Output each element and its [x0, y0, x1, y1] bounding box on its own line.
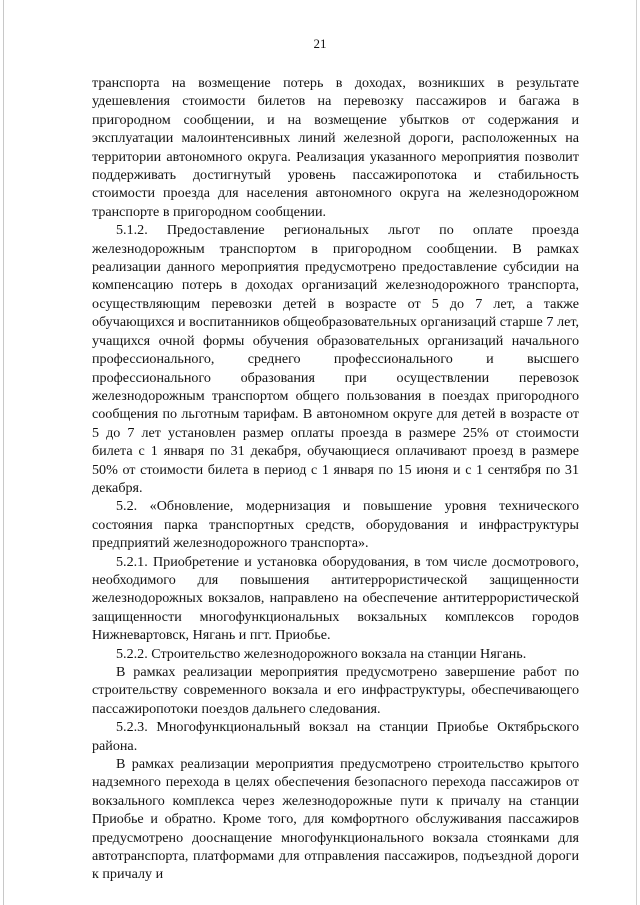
scan-edge-right	[636, 0, 637, 905]
paragraph-5-2: 5.2. «Обновление, модернизация и повышение уровня технического состояния парка транспортных средств, оборудования и инфраструктуры предприятий железнодорожного транспорта».	[92, 498, 579, 552]
scan-edge-left	[3, 0, 4, 905]
paragraph-5-1-2: 5.1.2. Предоставление региональных льгот по оплате проезда железнодорожным транспортом в пригородном сообщении. В рамках реализации данного мероприятия предусмотрено предоставление субсидии на компенсацию потерь в доходах организаций железнодорожного транспорта, осуществляющим перевозки детей в возрасте от 5 до 7 лет, а также обучающихся и воспитанников общеобразовательных организаций старше 7 лет, учащихся очной формы обучения образовательных организаций начального профессионального, среднего профессионального и высшего профессионального образования при осуществлении перевозок железнодорожным транспортом общего пользования в поездах пригородного сообщения по льготным тарифам. В автономном округе для детей в возрасте от 5 до 7 лет установлен размер оплаты проезда в размере 25% от стоимости билета с 1 января по 31 декабря, обучающиеся оплачивают проезд в размере 50% от стоимости билета в период с 1 января по 15 июня и с 1 сентября по 31 декабря.	[92, 222, 579, 496]
body-text	[92, 74, 579, 884]
paragraph-continuation: транспорта на возмещение потерь в доходах, возникших в результате удешевления стоимости билетов на перевозку пассажиров и багажа в пригородном сообщении, и на возмещение убытков от содержания и эксплуатации малоинтенсивных линий железной дороги, расположенных на территории автономного округа. Реализация указанного мероприятия позволит поддерживать достигнутый уровень пассажиропотока и стабильность стоимости проезда для населения автономного округа на железнодорожном транспорте в пригородном сообщении.	[92, 75, 579, 220]
paragraph-5-2-2: 5.2.2. Строительство железнодорожного вокзала на станции Нягань.	[116, 645, 527, 662]
paragraph-5-2-1: 5.2.1. Приобретение и установка оборудования, в том числе досмотрового, необходимого для повышения антитеррористической защищенности железнодорожных вокзалов, направлено на обеспечение антитеррористической защищенности многофункциональных вокзальных комплексов городов Нижневартовск, Нягань и пгт. Приобье.	[92, 553, 579, 644]
paragraph-5-2-2-body: В рамках реализации мероприятия предусмотрено завершение работ по строительству современного вокзала и его инфраструктуры, обеспечивающего пассажиропотоки поездов дальнего следования.	[92, 664, 579, 717]
paragraph-5-2-3-body: В рамках реализации мероприятия предусмотрено строительство крытого надземного перехода в целях обеспечения безопасного перехода пассажиров от вокзального комплекса через железнодорожные пути к причалу на станции Приобье и обратно. Кроме того, для комфортного обслуживания пассажиров предусмотрено дооснащение многофункционального вокзала стоянками для автотранспорта, платформами для отправления пассажиров, подъездной дороги к причалу и	[92, 756, 579, 883]
page-number: 21	[313, 36, 327, 51]
paragraph-5-2-3: 5.2.3. Многофункциональный вокзал на станции Приобье Октябрьского района.	[92, 719, 579, 754]
